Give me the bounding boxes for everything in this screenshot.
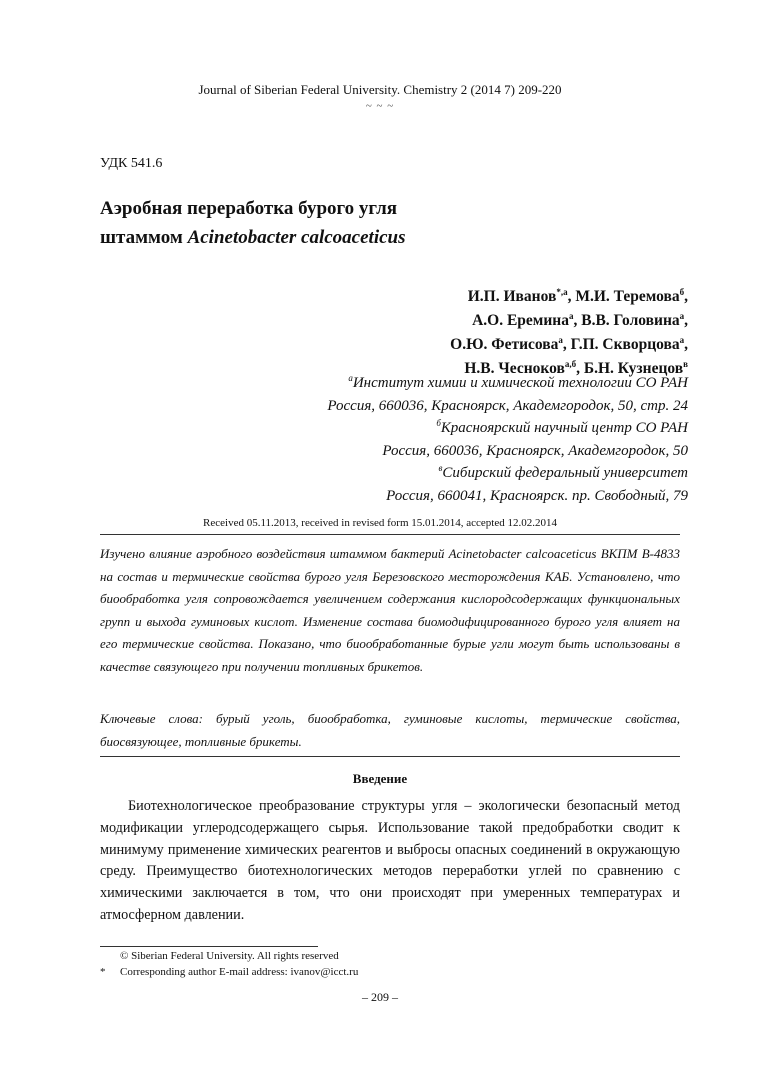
author-name: О.Ю. Фетисова [450, 336, 559, 353]
author-separator: , [562, 336, 571, 353]
author-separator: , [684, 336, 688, 353]
paper-title [100, 194, 406, 252]
author-name: А.О. Еремина [472, 312, 569, 329]
author-affiliation-mark: а,б [564, 358, 577, 369]
author-name: Б.Н. Кузнецов [583, 360, 684, 377]
affiliation-name: Красноярский научный центр СО РАН [440, 420, 688, 436]
author-line [450, 309, 688, 333]
author-affiliation-mark: а [558, 334, 563, 345]
author-affiliation-mark: в [683, 358, 688, 369]
affiliation-name-line [327, 462, 688, 485]
introduction-body [100, 796, 680, 927]
affiliation-name-line [327, 417, 688, 440]
affiliation-address: Россия, 660041, Красноярск. пр. Свободный, 79 [386, 487, 688, 504]
author-affiliation-mark: б [679, 286, 685, 297]
title-line-1: Аэробная переработка бурого угля [100, 198, 398, 219]
keywords-divider [100, 756, 680, 757]
author-separator: , [567, 288, 576, 305]
author-name: И.П. Иванов [467, 288, 557, 305]
page-number: – 209 – [362, 990, 398, 1004]
footnote-divider [100, 946, 318, 947]
author-affiliation-mark: а [679, 310, 685, 321]
author-name: В.В. Головина [581, 312, 680, 329]
abstract: Изучено влияние аэробного воздействия штаммом бактерий Acinetobacter calcoaceticus ВКПМ В-4833 на состав и термические свойства бурого угля Березовского месторождения КАБ. Установлено, что биообработка угля сопровождается увеличением содержания кислородсодержащих функциональных групп и выхода гуминовых кислот. Изменение состава биомодифицированного бурого угля влияет на его термические свойства. Показано, что биообработанные бурые угли могут быть использованы в качестве связующего при получении топливных брикетов. [100, 534, 680, 678]
author-separator: , [576, 360, 584, 377]
affiliation-mark: б [436, 418, 441, 428]
introduction-paragraph: Биотехнологическое преобразование структуры угля – экологически безопасный метод модификации углеродсодержащего сырья. Использование такой предобработки сводит к минимуму применение химических реагентов и выбросы опасных соединений в окружающую среду. Преимущество биотехнологических методов переработки углей по сравнению с химическими заключается в том, что они происходят при умеренных температурах и атмосферном давлении. [100, 798, 680, 923]
author-separator: , [573, 312, 582, 329]
footnote-copyright: © Siberian Federal University. All rights reserved [120, 950, 339, 962]
author-list [450, 285, 688, 381]
title-species: Acinetobacter calcoaceticus [187, 227, 406, 248]
footnote-corresponding [100, 966, 358, 978]
title-line-2-prefix: штаммом [100, 227, 188, 248]
author-affiliation-mark: а [568, 310, 574, 321]
author-name: Н.В. Чесноков [464, 360, 565, 377]
section-heading-introduction: Введение [352, 771, 408, 786]
author-separator: , [684, 312, 688, 329]
affiliation-address: Россия, 660036, Красноярск, Академгородок, 50 [382, 442, 688, 459]
author-affiliation-mark: а [679, 334, 685, 345]
affiliation-name-line [327, 372, 688, 395]
journal-header: Journal of Siberian Federal University. Chemistry 2 (2014 7) 209-220 [198, 82, 562, 97]
header-ornament: ~ ~ ~ [365, 100, 395, 112]
keywords: Ключевые слова: бурый уголь, биообработка, гуминовые кислоты, термические свойства, биосвязующее, топливные брикеты. [100, 711, 680, 749]
affiliation-name: Сибирский федеральный университет [442, 465, 688, 481]
footnote-email: Corresponding author E-mail address: ivanov@icct.ru [120, 966, 359, 978]
author-line [450, 285, 688, 309]
title-line-2 [100, 223, 406, 252]
received-dates: Received 05.11.2013, received in revised form 15.01.2014, accepted 12.02.2014 [203, 517, 557, 529]
affiliation-list [327, 372, 688, 507]
author-affiliation-mark: *,а [556, 286, 568, 297]
footnote-star: * [100, 966, 106, 978]
author-name: М.И. Теремова [575, 288, 680, 305]
affiliation-address: Россия, 660036, Красноярск, Академгородок, 50, стр. 24 [327, 397, 688, 414]
udk-code: УДК 541.6 [100, 156, 163, 171]
author-separator: , [684, 288, 688, 305]
affiliation-mark: в [438, 463, 443, 473]
affiliation-mark: а [348, 373, 353, 383]
author-line [450, 333, 688, 357]
affiliation-name: Институт химии и химической технологии СО РАН [352, 375, 688, 391]
author-name: Г.П. Скворцова [570, 336, 680, 353]
